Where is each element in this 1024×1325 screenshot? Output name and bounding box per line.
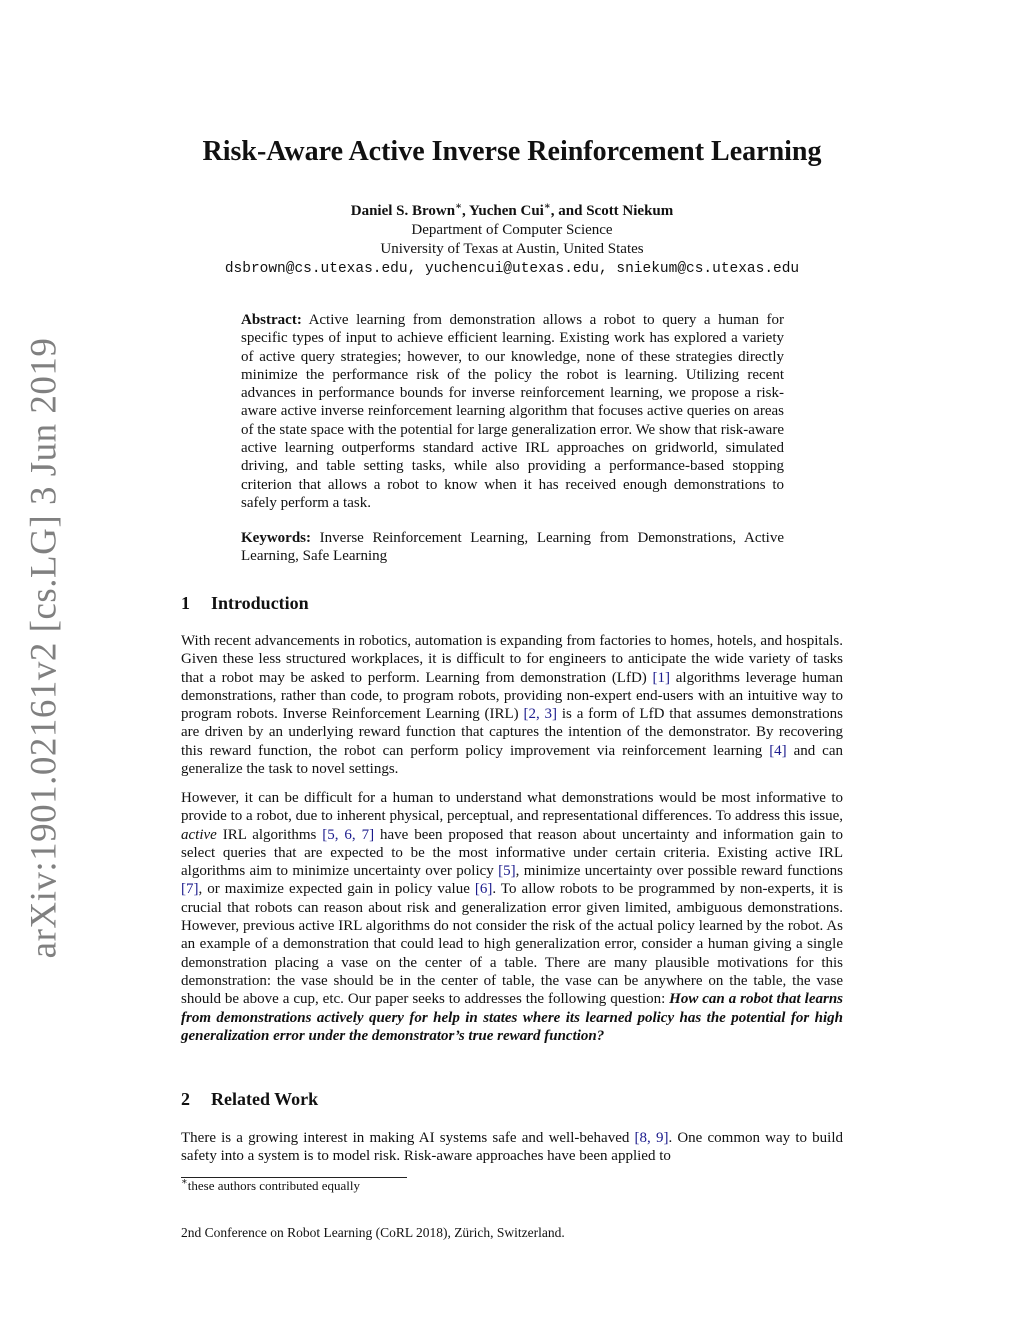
conference-venue: 2nd Conference on Robot Learning (CoRL 2018), Zürich, Switzerland. — [181, 1225, 565, 1240]
citation-link[interactable]: [5, 6, 7] — [322, 826, 375, 843]
author-names — [0, 202, 1024, 221]
section-number: 2 — [181, 1089, 190, 1109]
author-name: Daniel S. Brown — [350, 203, 456, 219]
equal-contribution-mark: ∗ — [455, 201, 462, 212]
keywords-label: Keywords: — [241, 530, 311, 546]
paper-title: Risk-Aware Active Inverse Reinforcement Learning — [202, 136, 822, 167]
paragraph-text: With recent advancements in robotics, automation is expanding from factories to homes, hotels, and hospitals. Given these less structured workplaces, it is difficult to for engineers to anticipate the wide variety of tasks that a robot may be asked to perform. Learning from demonstration (LfD) — [181, 633, 843, 686]
equal-contribution-mark: ∗ — [543, 201, 551, 212]
author-block — [0, 202, 1024, 279]
section-heading-related-work — [181, 1088, 318, 1110]
abstract — [241, 311, 784, 512]
abstract-label: Abstract: — [241, 312, 302, 328]
author-university: University of Texas at Austin, United States — [380, 241, 644, 257]
paragraph-text: IRL algorithms — [216, 826, 323, 843]
author-department: Department of Computer Science — [411, 222, 613, 238]
related-work-paragraph — [181, 1129, 843, 1166]
paragraph-text: is a form of LfD that assumes demonstrations are driven by an underlying reward function that captures the intention of the demonstrator. By recovering this reward function, the robot can perform policy improvement via reinforcement learning — [181, 706, 843, 759]
introduction-paragraph — [181, 789, 843, 1045]
footnote — [181, 1178, 360, 1194]
citation-link[interactable]: [7] — [181, 881, 199, 898]
arxiv-identifier-stamp: arXiv:1901.02161v2 [cs.LG] 3 Jun 2019 — [23, 337, 65, 959]
paragraph-text: algorithms leverage human demonstrations, rather than code, to program robots, providing non-expert end-users with an intuitive way to program robots. Inverse Reinforcement Learning (IRL) — [181, 669, 843, 723]
paragraph-text: . One common way to build safety into a system is to model risk. Risk-aware approaches have been applied to — [181, 1130, 843, 1165]
citation-link[interactable]: [1] — [652, 669, 671, 686]
author-emails: dsbrown@cs.utexas.edu, yuchencui@utexas.edu, sniekum@cs.utexas.edu — [224, 261, 800, 277]
research-question: How can a robot that learns from demonstrations actively query for help in states where its learned policy has the potential for high generalization error under the demonstrator’s true reward function? — [181, 991, 843, 1044]
paragraph-text: , minimize uncertainty over possible reward functions — [515, 863, 843, 880]
section-number: 1 — [181, 593, 190, 613]
citation-link[interactable]: [5] — [498, 863, 516, 880]
citation-link[interactable]: [6] — [474, 881, 493, 898]
section-title: Introduction — [211, 593, 309, 613]
keywords-text: Inverse Reinforcement Learning, Learning from Demonstrations, Active Learning, Safe Learning — [241, 530, 785, 565]
paragraph-text: have been proposed that reason about uncertainty and information gain to select queries that are expected to be the most informative under certain criteria. Existing active IRL algorithms aim to minimize uncertainty over policy — [181, 826, 843, 880]
author-separator: , — [461, 203, 469, 219]
footnote-mark: ∗ — [181, 1176, 188, 1188]
citation-link[interactable]: [8, 9] — [634, 1130, 669, 1146]
paragraph-text: However, it can be difficult for a human to understand what demonstrations would be most informative to provide to a robot, due to inherent physical, perceptual, and representational differences. To address this issue, — [181, 790, 843, 825]
introduction-paragraph — [181, 632, 843, 778]
emphasized-word: active — [181, 826, 217, 843]
footnote-text: these authors contributed equally — [187, 1178, 360, 1193]
author-name: Yuchen Cui — [468, 203, 544, 219]
section-heading-introduction — [181, 592, 309, 614]
paragraph-text: . To allow robots to be programmed by non-experts, it is crucial that robots can reason about risk and generalization error given limited, ambiguous demonstrations. However, previous active IRL algorithms do not consider the risk of the actual policy learned by the robot. As an example of a demonstration that could lead to high generalization error, consider a human giving a single demonstration placing a vase on the center of a table. There are many plausible motivations for this demonstration: the vase should be in the center of table, the vase can be anywhere on the table, the vase should be above a cup, etc. Our paper seeks to addresses the following question: — [181, 881, 843, 1008]
paragraph-text: , or maximize expected gain in policy value — [198, 881, 475, 898]
paragraph-text: There is a growing interest in making AI systems safe and well-behaved — [181, 1130, 635, 1146]
citation-link[interactable]: [2, 3] — [523, 706, 558, 723]
author-separator: , and — [550, 203, 587, 219]
author-name: Scott Niekum — [586, 203, 674, 219]
citation-link[interactable]: [4] — [769, 742, 787, 759]
paragraph-text: and can generalize the task to novel settings. — [181, 742, 843, 778]
section-title: Related Work — [211, 1089, 319, 1109]
abstract-text: Active learning from demonstration allows a robot to query a human for specific types of input to achieve efficient learning. Existing work has explored a variety of active query strategies; however, to our knowledge, none of these strategies directly minimize the performance risk of the policy the robot is learning. Utilizing recent advances in performance bounds for inverse reinforcement learning, we propose a risk-aware active inverse reinforcement learning algorithm that focuses active queries on areas of the state space with the potential for large generalization error. We show that risk-aware active learning outperforms standard active IRL approaches on gridworld, simulated driving, and table setting tasks, while also providing a performance-based stopping criterion that allows a robot to know when it has received enough demonstrations to safely perform a task. — [241, 312, 784, 511]
keywords — [241, 529, 784, 566]
